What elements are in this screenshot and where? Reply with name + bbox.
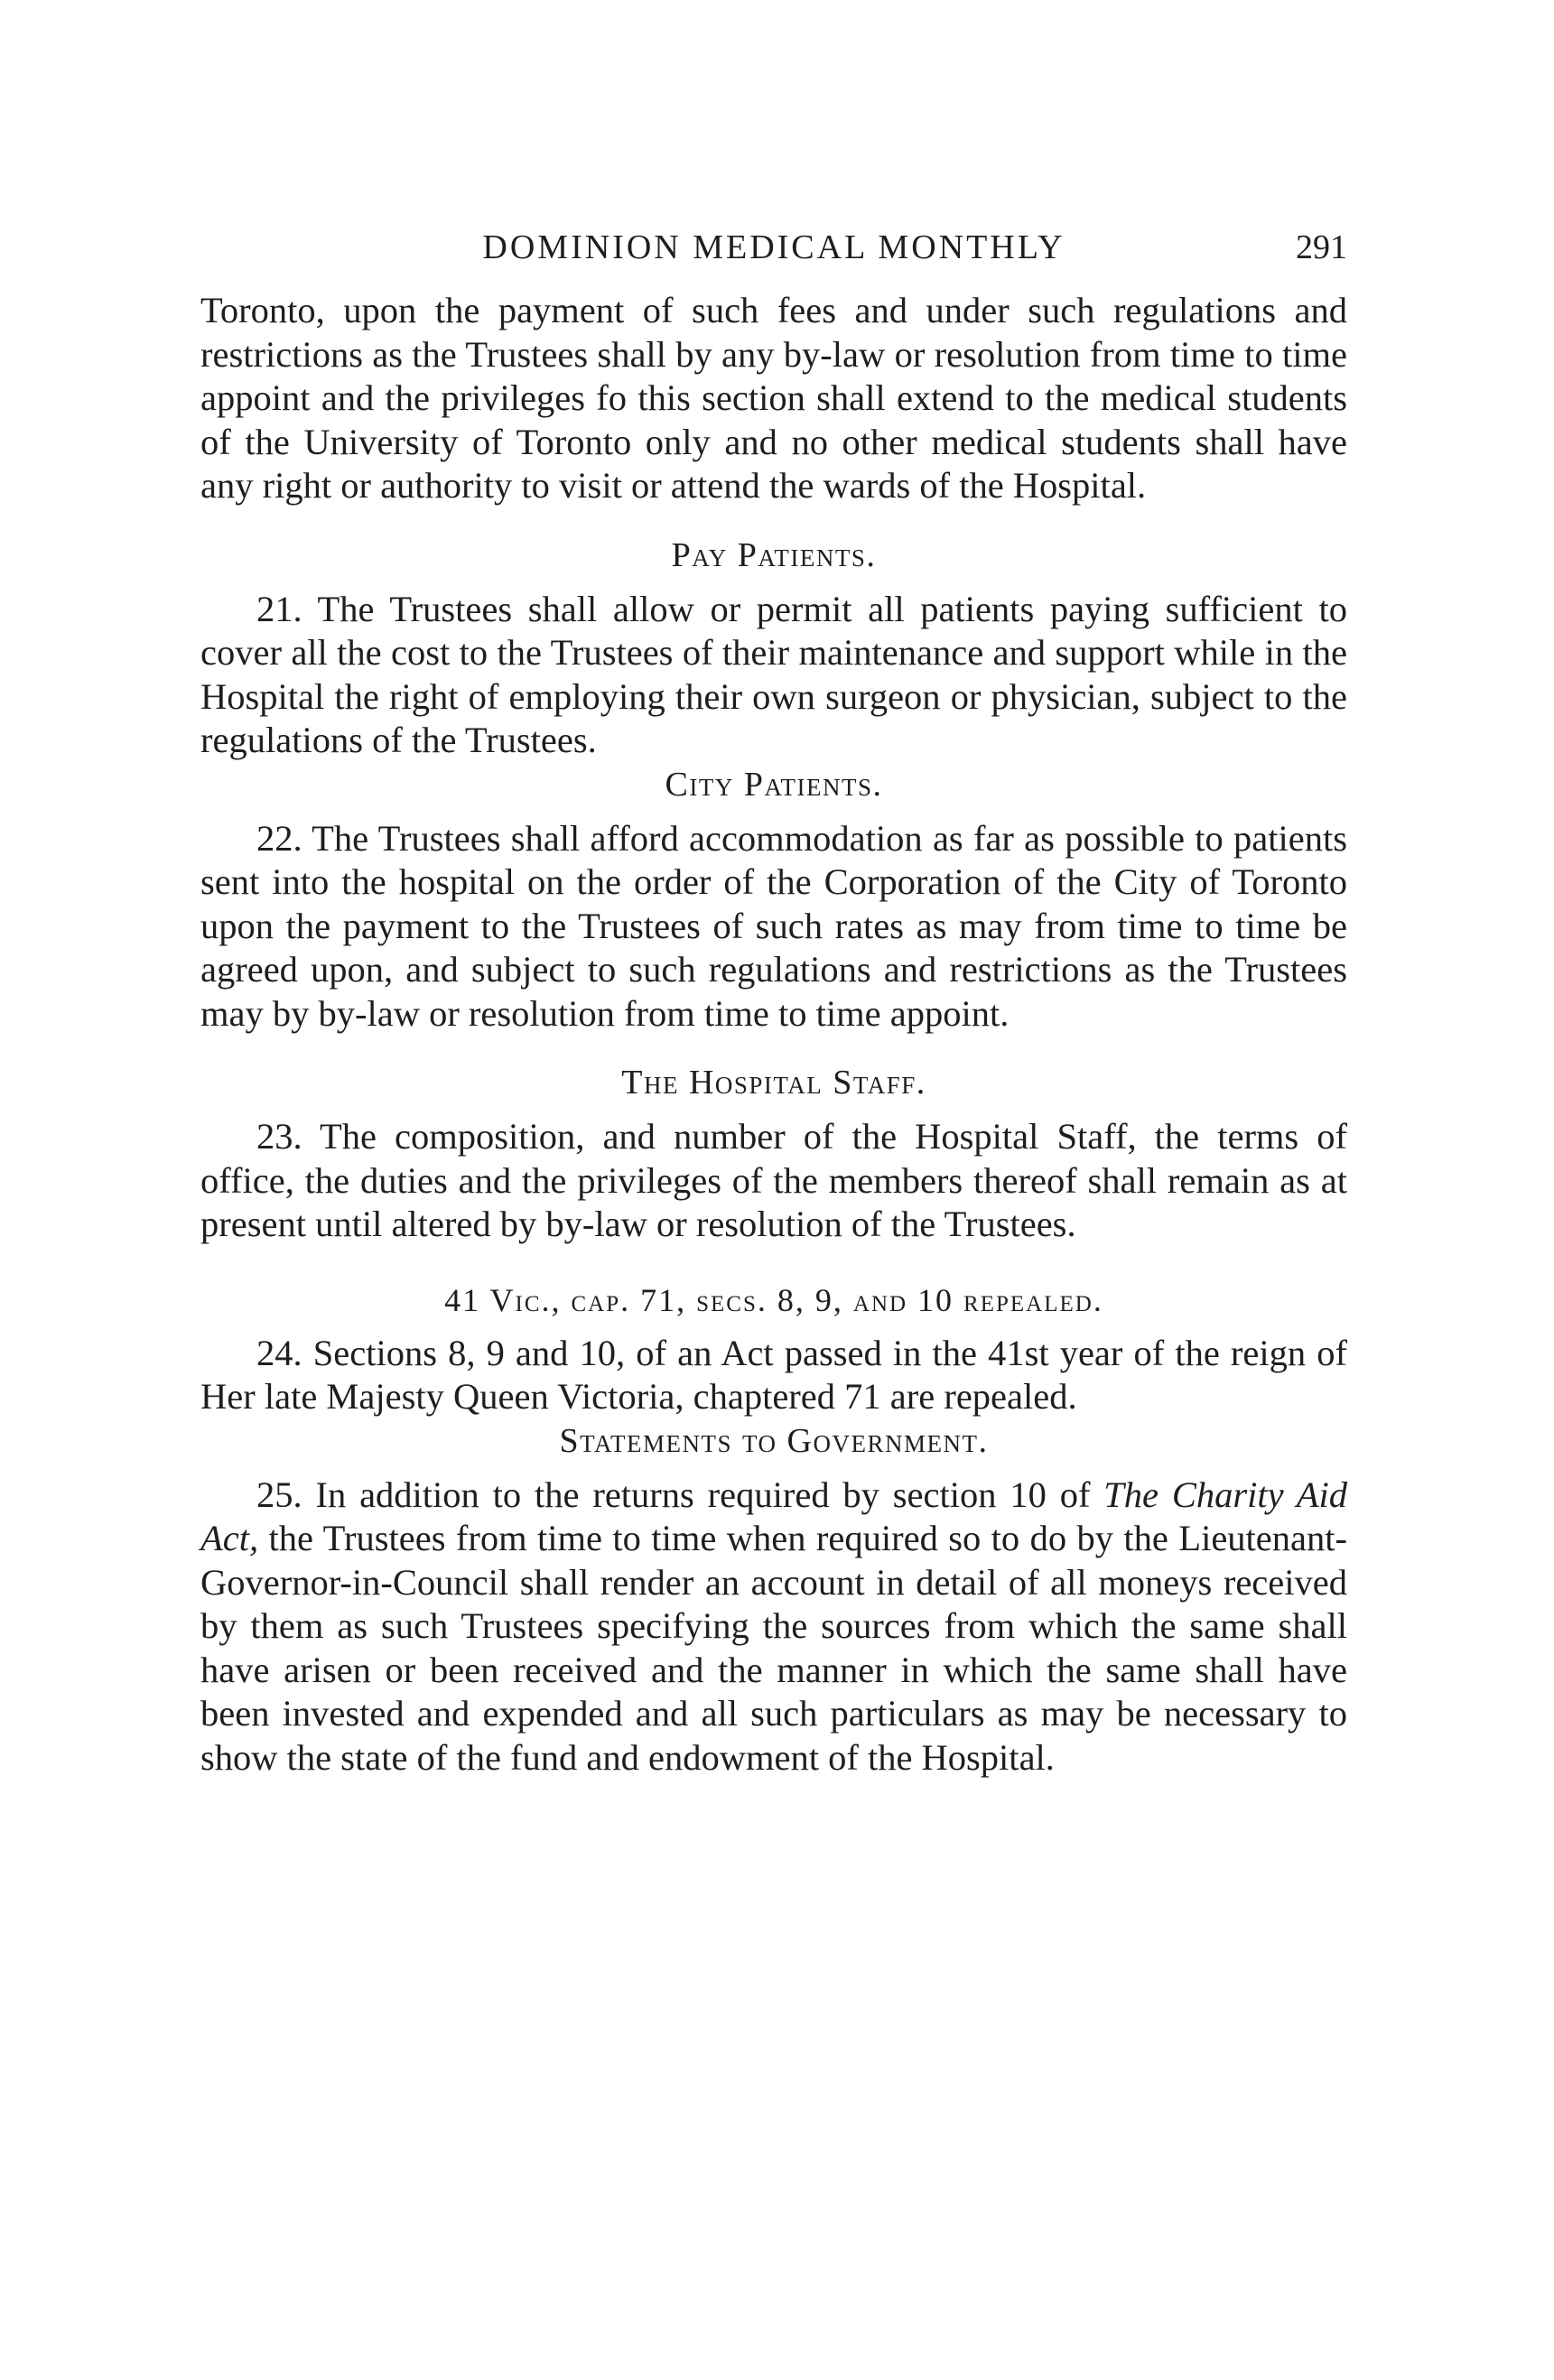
section-paragraph-24: 24. Sections 8, 9 and 10, of an Act passed in the 41st year of the reign of Her late Majesty Queen Victoria, chaptered 71 are repealed. [200, 1332, 1347, 1417]
section-heading-statements-to-government: Statements to Government. [559, 1421, 989, 1460]
running-head [200, 228, 1347, 282]
paragraph-25-lead-text: 25. In addition to the returns required by section 10 of [256, 1474, 1104, 1515]
section-heading-pay-patients: Pay Patients. [671, 535, 877, 574]
intro-paragraph: Toronto, upon the payment of such fees and under such regulations and restrictions as the Trustees shall by any by-law or resolution from time to time appoint and the privileges fo this section shall extend to the medical students of the University of Toronto only and no other medical students shall have any right or authority to visit or attend the wards of the Hospital. [200, 290, 1347, 506]
paragraph-25-remaining-text: the Trustees from time to time when required so to do by the Lieutenant-Governor-in-Council shall render an account in detail of all moneys received by them as such Trustees specifying the sources from which the same shall have arisen or been received and the manner in which the same shall have been invested and expended and all such particulars as may be necessary to show the state of the fund and endowment of the Hospital. [200, 1518, 1347, 1778]
page-number: 291 [1296, 228, 1347, 266]
section-paragraph-23: 23. The composition, and number of the Hospital Staff, the terms of office, the duties and the privileges of the members thereof shall remain as at present until altered by by-law or resolution of the Trustees. [200, 1116, 1347, 1244]
section-paragraph-21: 21. The Trustees shall allow or permit all patients paying sufficient to cover all the cost to the Trustees of their maintenance and support while in the Hospital the right of employing their own surgeon or physician, subject to the regulations of the Trustees. [200, 588, 1347, 760]
section-paragraph-22: 22. The Trustees shall afford accommodation as far as possible to patients sent into the hospital on the order of the Corporation of the City of Toronto upon the payment to the Trustees of such rates as may from time to time be agreed upon, and subject to such regulations and restrictions as the Trustees may by by-law or resolution from time to time appoint. [200, 817, 1347, 1034]
section-heading-city-patients: City Patients. [665, 765, 883, 804]
section-heading-hospital-staff: The Hospital Staff. [621, 1064, 926, 1102]
section-paragraph-25 [200, 1474, 1347, 1780]
journal-title: DOMINION MEDICAL MONTHLY [482, 228, 1065, 266]
act-title-italic: The Charity Aid Act, [200, 1474, 1347, 1558]
document-page [200, 228, 1347, 2304]
section-heading-repealed: 41 Vic., cap. 71, secs. 8, 9, and 10 repealed. [444, 1281, 1103, 1318]
